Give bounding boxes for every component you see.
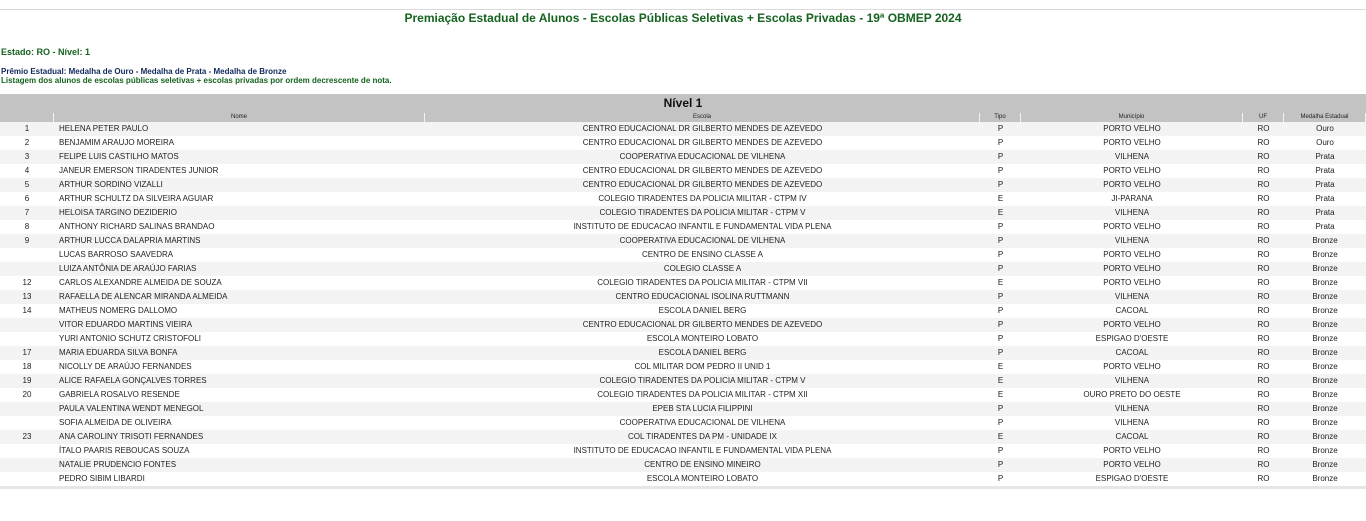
row-tipo: E bbox=[997, 362, 1004, 371]
row-medalha: Bronze bbox=[1312, 264, 1338, 273]
row-nome: RAFAELLA DE ALENCAR MIRANDA ALMEIDA bbox=[59, 292, 228, 301]
row-tipo: P bbox=[997, 418, 1004, 427]
row-municipio: CACOAL bbox=[1115, 432, 1149, 441]
row-escola: COLEGIO TIRADENTES DA POLICIA MILITAR - CTPM IV bbox=[598, 194, 807, 203]
row-municipio: PORTO VELHO bbox=[1103, 222, 1161, 231]
row-tipo: P bbox=[997, 292, 1004, 301]
row-medalha: Bronze bbox=[1312, 404, 1338, 413]
table-row bbox=[0, 234, 1366, 248]
row-tipo: P bbox=[997, 348, 1004, 357]
row-nome: ARTHUR SORDINO VIZALLI bbox=[59, 180, 163, 189]
row-tipo: P bbox=[997, 404, 1004, 413]
row-escola: ESCOLA DANIEL BERG bbox=[658, 306, 747, 315]
row-nome: GABRIELA ROSALVO RESENDE bbox=[59, 390, 180, 399]
row-nome: PAULA VALENTINA WENDT MENEGOL bbox=[59, 404, 204, 413]
row-position bbox=[0, 248, 54, 262]
table-row bbox=[0, 444, 1366, 458]
row-tipo: P bbox=[997, 250, 1004, 259]
table-row bbox=[0, 122, 1366, 136]
row-tipo: P bbox=[997, 446, 1004, 455]
row-escola: COOPERATIVA EDUCACIONAL DE VILHENA bbox=[619, 418, 786, 427]
row-uf: RO bbox=[1257, 264, 1270, 273]
table-row bbox=[0, 164, 1366, 178]
row-municipio: VILHENA bbox=[1114, 292, 1150, 301]
table-row bbox=[0, 402, 1366, 416]
row-escola: CENTRO EDUCACIONAL ISOLINA RUTTMANN bbox=[615, 292, 790, 301]
row-nome: ANA CAROLINY TRISOTI FERNANDES bbox=[59, 432, 204, 441]
row-medalha: Bronze bbox=[1312, 292, 1338, 301]
row-medalha: Prata bbox=[1315, 166, 1335, 175]
table-row bbox=[0, 416, 1366, 430]
row-escola: COLEGIO TIRADENTES DA POLICIA MILITAR - CTPM XII bbox=[597, 390, 808, 399]
row-municipio: VILHENA bbox=[1114, 236, 1150, 245]
table-row bbox=[0, 150, 1366, 164]
row-escola: ESCOLA MONTEIRO LOBATO bbox=[646, 474, 759, 483]
row-municipio: PORTO VELHO bbox=[1103, 250, 1161, 259]
row-tipo: E bbox=[997, 208, 1004, 217]
row-escola: COL TIRADENTES DA PM - UNIDADE IX bbox=[628, 432, 777, 441]
row-uf: RO bbox=[1257, 124, 1270, 133]
table-row bbox=[0, 276, 1366, 290]
row-escola: COLEGIO CLASSE A bbox=[663, 264, 742, 273]
row-escola: COL MILITAR DOM PEDRO II UNID 1 bbox=[634, 362, 771, 371]
top-divider bbox=[0, 9, 1366, 10]
estado-nivel-label: Estado: RO - Nível: 1 bbox=[1, 47, 91, 57]
table-row bbox=[0, 206, 1366, 220]
row-municipio: VILHENA bbox=[1114, 404, 1150, 413]
row-tipo: P bbox=[997, 138, 1004, 147]
header-uf: UF bbox=[1243, 113, 1284, 122]
row-position bbox=[0, 332, 54, 346]
row-escola: CENTRO EDUCACIONAL DR GILBERTO MENDES DE AZEVEDO bbox=[582, 138, 823, 147]
row-nome: LUCAS BARROSO SAAVEDRA bbox=[59, 250, 174, 259]
row-escola: COLEGIO TIRADENTES DA POLICIA MILITAR - CTPM V bbox=[599, 376, 806, 385]
row-uf: RO bbox=[1257, 474, 1270, 483]
header-position bbox=[0, 113, 54, 122]
row-position: 3 bbox=[24, 152, 30, 161]
row-tipo: P bbox=[997, 180, 1004, 189]
row-nome: NATALIE PRUDENCIO FONTES bbox=[59, 460, 177, 469]
header-municipio: Município bbox=[1021, 113, 1243, 122]
row-nome: NICOLLY DE ARAÚJO FERNANDES bbox=[59, 362, 192, 371]
row-medalha: Prata bbox=[1315, 222, 1335, 231]
row-escola: CENTRO DE ENSINO MINEIRO bbox=[644, 460, 761, 469]
row-position: 1 bbox=[24, 124, 30, 133]
row-tipo: P bbox=[997, 264, 1004, 273]
row-escola: COLEGIO TIRADENTES DA POLICIA MILITAR - CTPM VII bbox=[597, 278, 808, 287]
row-nome: ANTHONY RICHARD SALINAS BRANDAO bbox=[59, 222, 215, 231]
row-municipio: PORTO VELHO bbox=[1103, 446, 1161, 455]
table-row bbox=[0, 458, 1366, 472]
row-escola: COOPERATIVA EDUCACIONAL DE VILHENA bbox=[619, 236, 786, 245]
row-position: 5 bbox=[24, 180, 30, 189]
table-body bbox=[0, 122, 1366, 486]
row-municipio: PORTO VELHO bbox=[1103, 320, 1161, 329]
row-municipio: PORTO VELHO bbox=[1103, 264, 1161, 273]
row-municipio: PORTO VELHO bbox=[1103, 362, 1161, 371]
row-tipo: P bbox=[997, 152, 1004, 161]
header-tipo: Tipo bbox=[980, 113, 1021, 122]
row-uf: RO bbox=[1257, 250, 1270, 259]
row-uf: RO bbox=[1257, 236, 1270, 245]
row-uf: RO bbox=[1257, 334, 1270, 343]
row-nome: MATHEUS NOMERG DALLOMO bbox=[59, 306, 178, 315]
row-position: 2 bbox=[24, 138, 30, 147]
header-nome: Nome bbox=[54, 113, 425, 122]
row-nome: JANEUR EMERSON TIRADENTES JUNIOR bbox=[59, 166, 219, 175]
row-uf: RO bbox=[1257, 208, 1270, 217]
row-medalha: Bronze bbox=[1312, 418, 1338, 427]
row-position: 4 bbox=[24, 166, 30, 175]
row-nome: VITOR EDUARDO MARTINS VIEIRA bbox=[59, 320, 193, 329]
table-row bbox=[0, 304, 1366, 318]
row-uf: RO bbox=[1257, 138, 1270, 147]
row-nome: LUIZA ANTÔNIA DE ARAÚJO FARIAS bbox=[59, 264, 197, 273]
row-tipo: P bbox=[997, 124, 1004, 133]
table-row bbox=[0, 360, 1366, 374]
row-municipio: JI-PARANA bbox=[1111, 194, 1153, 203]
table-row bbox=[0, 178, 1366, 192]
row-medalha: Prata bbox=[1315, 208, 1335, 217]
row-medalha: Bronze bbox=[1312, 474, 1338, 483]
row-municipio: PORTO VELHO bbox=[1103, 460, 1161, 469]
row-uf: RO bbox=[1257, 404, 1270, 413]
row-tipo: E bbox=[997, 194, 1004, 203]
premio-legend: Prêmio Estadual: Medalha de Ouro - Medalha de Prata - Medalha de Bronze bbox=[1, 67, 287, 76]
table-row bbox=[0, 248, 1366, 262]
table-row bbox=[0, 388, 1366, 402]
row-medalha: Prata bbox=[1315, 152, 1335, 161]
row-nome: HELENA PETER PAULO bbox=[59, 124, 149, 133]
row-municipio: PORTO VELHO bbox=[1103, 138, 1161, 147]
row-uf: RO bbox=[1257, 390, 1270, 399]
row-nome: ALICE RAFAELA GONÇALVES TORRES bbox=[59, 376, 207, 385]
row-municipio: VILHENA bbox=[1114, 418, 1150, 427]
row-uf: RO bbox=[1257, 348, 1270, 357]
row-position: 23 bbox=[22, 432, 32, 441]
row-escola: CENTRO EDUCACIONAL DR GILBERTO MENDES DE AZEVEDO bbox=[582, 124, 823, 133]
row-medalha: Prata bbox=[1315, 180, 1335, 189]
row-uf: RO bbox=[1257, 292, 1270, 301]
row-medalha: Ouro bbox=[1316, 138, 1334, 147]
row-nome: SOFIA ALMEIDA DE OLIVEIRA bbox=[59, 418, 172, 427]
row-uf: RO bbox=[1257, 166, 1270, 175]
row-tipo: P bbox=[997, 474, 1004, 483]
row-uf: RO bbox=[1257, 418, 1270, 427]
row-escola: COOPERATIVA EDUCACIONAL DE VILHENA bbox=[619, 152, 786, 161]
row-medalha: Bronze bbox=[1312, 390, 1338, 399]
row-medalha: Bronze bbox=[1312, 278, 1338, 287]
table-row bbox=[0, 332, 1366, 346]
row-tipo: E bbox=[997, 278, 1004, 287]
row-position: 17 bbox=[22, 348, 32, 357]
row-position: 9 bbox=[24, 236, 30, 245]
row-nome: PEDRO SIBIM LIBARDI bbox=[59, 474, 145, 483]
table-row bbox=[0, 262, 1366, 276]
row-municipio: PORTO VELHO bbox=[1103, 166, 1161, 175]
table-row bbox=[0, 472, 1366, 486]
page-title: Premiação Estadual de Alunos - Escolas Públicas Seletivas + Escolas Privadas - 19ª OBMEP 2024 bbox=[404, 11, 962, 25]
row-nome: ARTHUR LUCCA DALAPRIA MARTINS bbox=[59, 236, 201, 245]
row-position: 19 bbox=[22, 376, 32, 385]
row-position: 14 bbox=[22, 306, 32, 315]
row-uf: RO bbox=[1257, 180, 1270, 189]
table-row bbox=[0, 136, 1366, 150]
table-row bbox=[0, 318, 1366, 332]
row-position: 6 bbox=[24, 194, 30, 203]
row-nome: MARIA EDUARDA SILVA BONFA bbox=[59, 348, 178, 357]
row-escola: INSTITUTO DE EDUCACAO INFANTIL E FUNDAMENTAL VIDA PLENA bbox=[573, 446, 832, 455]
row-position: 7 bbox=[24, 208, 30, 217]
row-medalha: Prata bbox=[1315, 194, 1335, 203]
row-medalha: Bronze bbox=[1312, 320, 1338, 329]
row-nome: ARTHUR SCHULTZ DA SILVEIRA AGUIAR bbox=[59, 194, 214, 203]
row-medalha: Bronze bbox=[1312, 446, 1338, 455]
row-position bbox=[0, 318, 54, 332]
row-escola: ESCOLA DANIEL BERG bbox=[658, 348, 747, 357]
table-header bbox=[0, 113, 1366, 122]
row-position: 20 bbox=[22, 390, 32, 399]
row-municipio: CACOAL bbox=[1115, 348, 1149, 357]
row-uf: RO bbox=[1257, 376, 1270, 385]
row-position bbox=[0, 262, 54, 276]
row-medalha: Bronze bbox=[1312, 348, 1338, 357]
row-uf: RO bbox=[1257, 152, 1270, 161]
row-tipo: P bbox=[997, 236, 1004, 245]
row-municipio: PORTO VELHO bbox=[1103, 124, 1161, 133]
row-uf: RO bbox=[1257, 222, 1270, 231]
row-medalha: Bronze bbox=[1312, 376, 1338, 385]
table-bottom-bar bbox=[0, 486, 1366, 489]
row-tipo: E bbox=[997, 390, 1004, 399]
row-tipo: E bbox=[997, 376, 1004, 385]
row-uf: RO bbox=[1257, 432, 1270, 441]
row-nome: BENJAMIM ARAUJO MOREIRA bbox=[59, 138, 175, 147]
row-municipio: VILHENA bbox=[1114, 376, 1150, 385]
row-tipo: P bbox=[997, 334, 1004, 343]
row-medalha: Bronze bbox=[1312, 334, 1338, 343]
row-tipo: P bbox=[997, 460, 1004, 469]
row-tipo: P bbox=[997, 166, 1004, 175]
row-medalha: Bronze bbox=[1312, 460, 1338, 469]
row-municipio: PORTO VELHO bbox=[1103, 278, 1161, 287]
table-row bbox=[0, 290, 1366, 304]
table-row bbox=[0, 374, 1366, 388]
table-row bbox=[0, 192, 1366, 206]
row-position bbox=[0, 402, 54, 416]
row-position bbox=[0, 458, 54, 472]
row-tipo: P bbox=[997, 306, 1004, 315]
row-escola: COLEGIO TIRADENTES DA POLICIA MILITAR - CTPM V bbox=[599, 208, 806, 217]
row-nome: FELIPE LUIS CASTILHO MATOS bbox=[59, 152, 179, 161]
row-municipio: VILHENA bbox=[1114, 208, 1150, 217]
row-nome: HELOISA TARGINO DEZIDERIO bbox=[59, 208, 177, 217]
row-municipio: VILHENA bbox=[1114, 152, 1150, 161]
row-medalha: Bronze bbox=[1312, 362, 1338, 371]
row-position: 8 bbox=[24, 222, 30, 231]
table-row bbox=[0, 430, 1366, 444]
row-nome: ÍTALO PAARIS REBOUCAS SOUZA bbox=[59, 446, 190, 455]
row-uf: RO bbox=[1257, 320, 1270, 329]
row-escola: CENTRO EDUCACIONAL DR GILBERTO MENDES DE AZEVEDO bbox=[582, 180, 823, 189]
row-escola: CENTRO DE ENSINO CLASSE A bbox=[642, 250, 763, 259]
row-municipio: PORTO VELHO bbox=[1103, 180, 1161, 189]
row-escola: CENTRO EDUCACIONAL DR GILBERTO MENDES DE AZEVEDO bbox=[582, 166, 823, 175]
row-uf: RO bbox=[1257, 446, 1270, 455]
row-nome: YURI ANTONIO SCHUTZ CRISTOFOLI bbox=[59, 334, 201, 343]
listagem-description: Listagem dos alunos de escolas públicas seletivas + escolas privadas por ordem decrescente de nota. bbox=[1, 76, 392, 85]
row-escola: ESCOLA MONTEIRO LOBATO bbox=[646, 334, 759, 343]
row-position bbox=[0, 416, 54, 430]
row-uf: RO bbox=[1257, 278, 1270, 287]
level-title: Nível 1 bbox=[0, 94, 1366, 113]
row-position: 13 bbox=[22, 292, 32, 301]
row-escola: EPEB STA LUCIA FILIPPINI bbox=[652, 404, 753, 413]
row-nome: CARLOS ALEXANDRE ALMEIDA DE SOUZA bbox=[59, 278, 222, 287]
row-position bbox=[0, 444, 54, 458]
row-municipio: OURO PRETO DO OESTE bbox=[1083, 390, 1181, 399]
header-escola: Escola bbox=[425, 113, 980, 122]
row-municipio: ESPIGAO D'OESTE bbox=[1095, 334, 1169, 343]
row-medalha: Ouro bbox=[1316, 124, 1334, 133]
row-medalha: Bronze bbox=[1312, 250, 1338, 259]
row-medalha: Bronze bbox=[1312, 306, 1338, 315]
table-row bbox=[0, 346, 1366, 360]
row-position bbox=[0, 472, 54, 486]
header-medalha: Medalha Estadual bbox=[1284, 113, 1366, 122]
row-municipio: ESPIGAO D'OESTE bbox=[1095, 474, 1169, 483]
row-position: 12 bbox=[22, 278, 32, 287]
row-position: 18 bbox=[22, 362, 32, 371]
row-medalha: Bronze bbox=[1312, 236, 1338, 245]
row-tipo: P bbox=[997, 320, 1004, 329]
row-tipo: E bbox=[997, 432, 1004, 441]
row-uf: RO bbox=[1257, 194, 1270, 203]
row-escola: INSTITUTO DE EDUCACAO INFANTIL E FUNDAMENTAL VIDA PLENA bbox=[573, 222, 832, 231]
row-uf: RO bbox=[1257, 306, 1270, 315]
results-table bbox=[0, 94, 1366, 489]
row-tipo: P bbox=[997, 222, 1004, 231]
row-uf: RO bbox=[1257, 362, 1270, 371]
table-row bbox=[0, 220, 1366, 234]
row-uf: RO bbox=[1257, 460, 1270, 469]
row-escola: CENTRO EDUCACIONAL DR GILBERTO MENDES DE AZEVEDO bbox=[582, 320, 823, 329]
row-medalha: Bronze bbox=[1312, 432, 1338, 441]
row-municipio: CACOAL bbox=[1115, 306, 1149, 315]
